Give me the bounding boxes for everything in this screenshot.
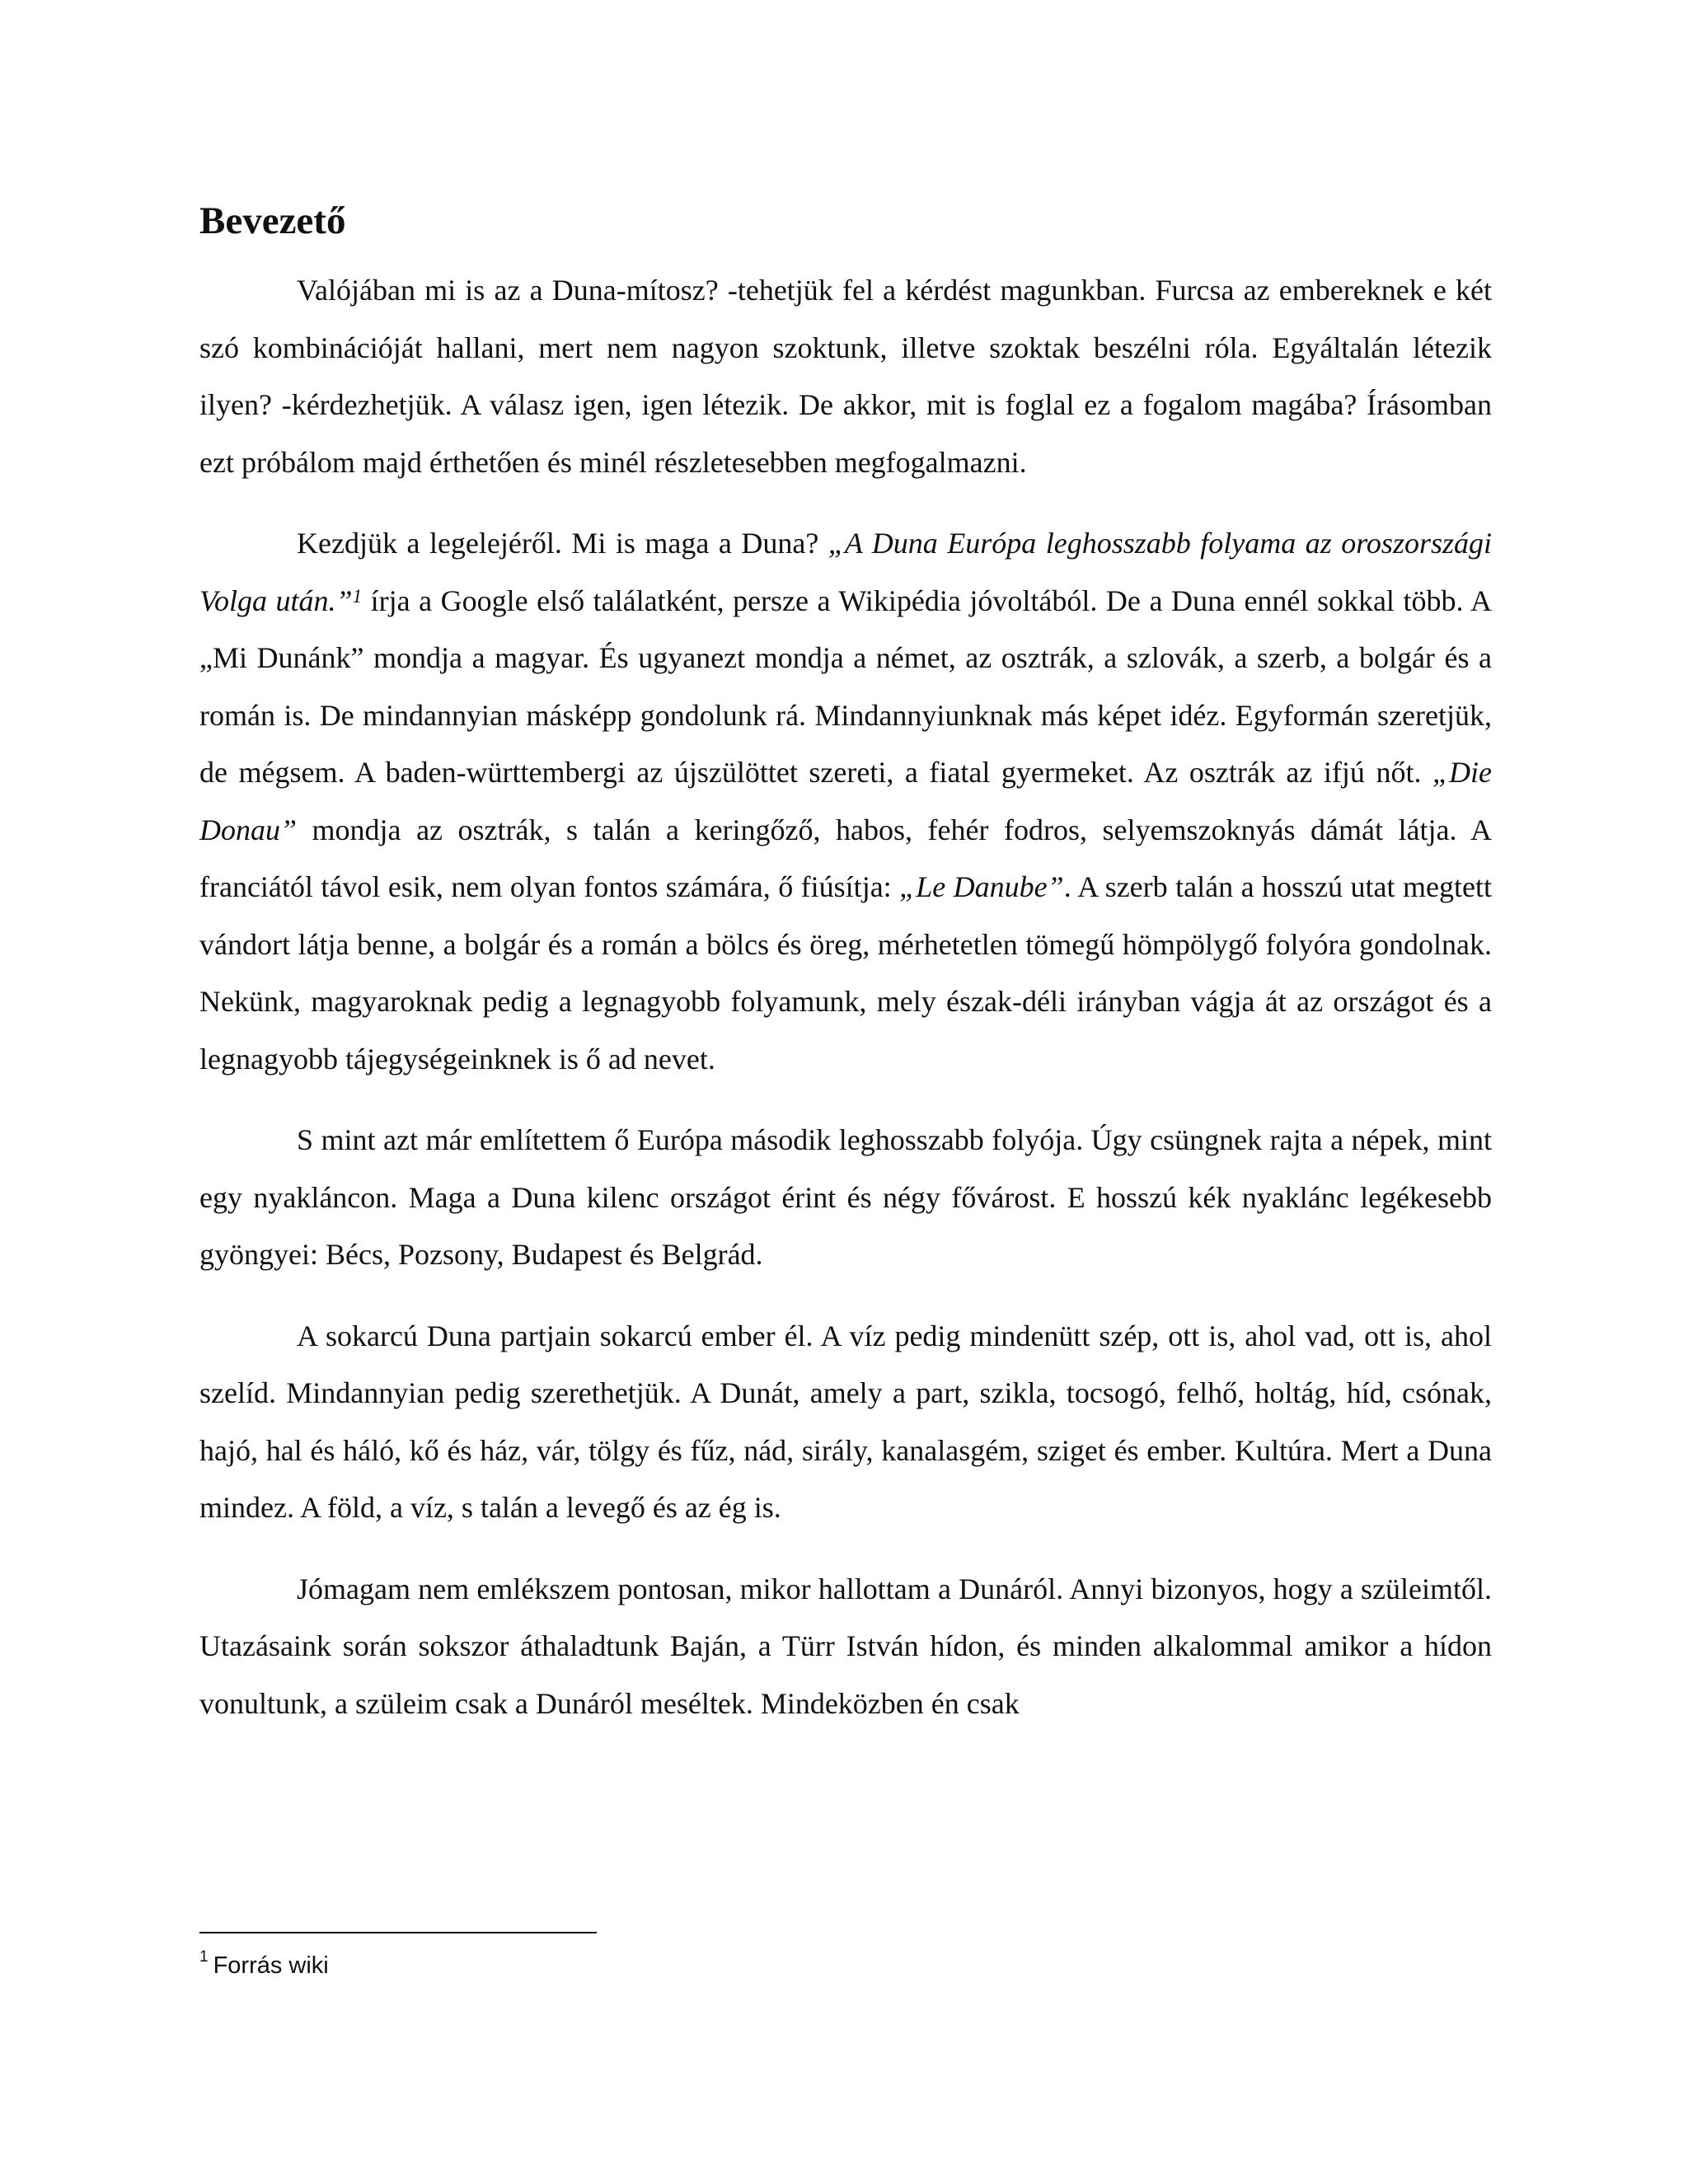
footnote xyxy=(199,1948,329,1980)
paragraph-2-text-3: mondja az osztrák, s talán a keringőző, habos, fehér fodros, selyemszoknyás dámát látja. A franciától távol esik, nem olyan fontos számára, ő fiúsítja: xyxy=(199,813,1492,904)
document-body xyxy=(199,198,1492,1756)
footnote-separator xyxy=(199,1932,597,1933)
wikipedia-quote: „A Duna Európa leghosszabb folyama az oroszországi Volga után.” xyxy=(199,527,1492,617)
footnote-number: 1 xyxy=(199,1948,209,1966)
footnote-text: Forrás wiki xyxy=(213,1952,329,1979)
paragraph-2-text-4: . A szerb talán a hosszú utat megtett vándort látja benne, a bolgár és a román a bölcs és öreg, mérhetetlen tömegű hömpölygő folyóra gondolnak. Nekünk, magyaroknak pedig a legnagyobb folyamunk, mely észak-déli irányban vágja át az országot és a legnagyobb tájegységeinknek is ő ad nevet. xyxy=(199,870,1492,1076)
die-donau-quote: „Die Donau” xyxy=(199,756,1492,846)
footnote-reference[interactable]: 1 xyxy=(352,585,363,607)
le-danube-quote: „Le Danube” xyxy=(899,870,1064,904)
paragraph-2 xyxy=(199,515,1492,1088)
paragraph-2-text-1: Kezdjük a legelejéről. Mi is maga a Duna? xyxy=(297,527,828,560)
paragraph-4: A sokarcú Duna partjain sokarcú ember él. A víz pedig mindenütt szép, ott is, ahol vad, ott is, ahol szelíd. Mindannyian pedig szerethetjük. A Dunát, amely a part, szikla, tocsogó, felhő, holtág, híd, csónak, hajó, hal és háló, kő és ház, vár, tölgy és fűz, nád, sirály, kanalasgém, sziget és ember. Kultúra. Mert a Duna mindez. A föld, a víz, s talán a levegő és az ég is. xyxy=(199,1319,1492,1525)
page-title: Bevezető xyxy=(199,199,346,242)
paragraph-2-text-2: írja a Google első találatként, persze a Wikipédia jóvoltából. De a Duna ennél sokkal több. A „Mi Dunánk” mondja a magyar. És ugyanezt mondja a német, az osztrák, a szlovák, a szerb, a bolgár és a román is. De mindannyian másképp gondolunk rá. Mindannyiunknak más képet idéz. Egyformán szeretjük, de mégsem. A baden-württembergi az újszülöttet szereti, a fiatal gyermeket. Az osztrák az ifjú nőt. xyxy=(199,583,1493,790)
paragraph-3: S mint azt már említettem ő Európa második leghosszabb folyója. Úgy csüngnek rajta a népek, mint egy nyakláncon. Maga a Duna kilenc országot érint és négy fővárost. E hosszú kék nyaklánc legékesebb gyöngyei: Bécs, Pozsony, Budapest és Belgrád. xyxy=(199,1123,1492,1272)
paragraph-1: Valójában mi is az a Duna-mítosz? -tehetjük fel a kérdést magunkban. Furcsa az embereknek e két szó kombinációját hallani, mert nem nagyon szoktunk, illetve szoktak beszélni róla. Egyáltalán létezik ilyen? -kérdezhetjük. A válasz igen, igen létezik. De akkor, mit is foglal ez a fogalom magába? Írásomban ezt próbálom majd érthetően és minél részletesebben megfogalmazni. xyxy=(199,274,1492,479)
paragraph-5: Jómagam nem emlékszem pontosan, mikor hallottam a Dunáról. Annyi bizonyos, hogy a szüleimtől. Utazásaink során sokszor áthaladtunk Baján, a Türr István hídon, és minden alkalommal amikor a hídon vonultunk, a szüleim csak a Dunáról meséltek. Mindeközben én csak xyxy=(199,1572,1492,1720)
